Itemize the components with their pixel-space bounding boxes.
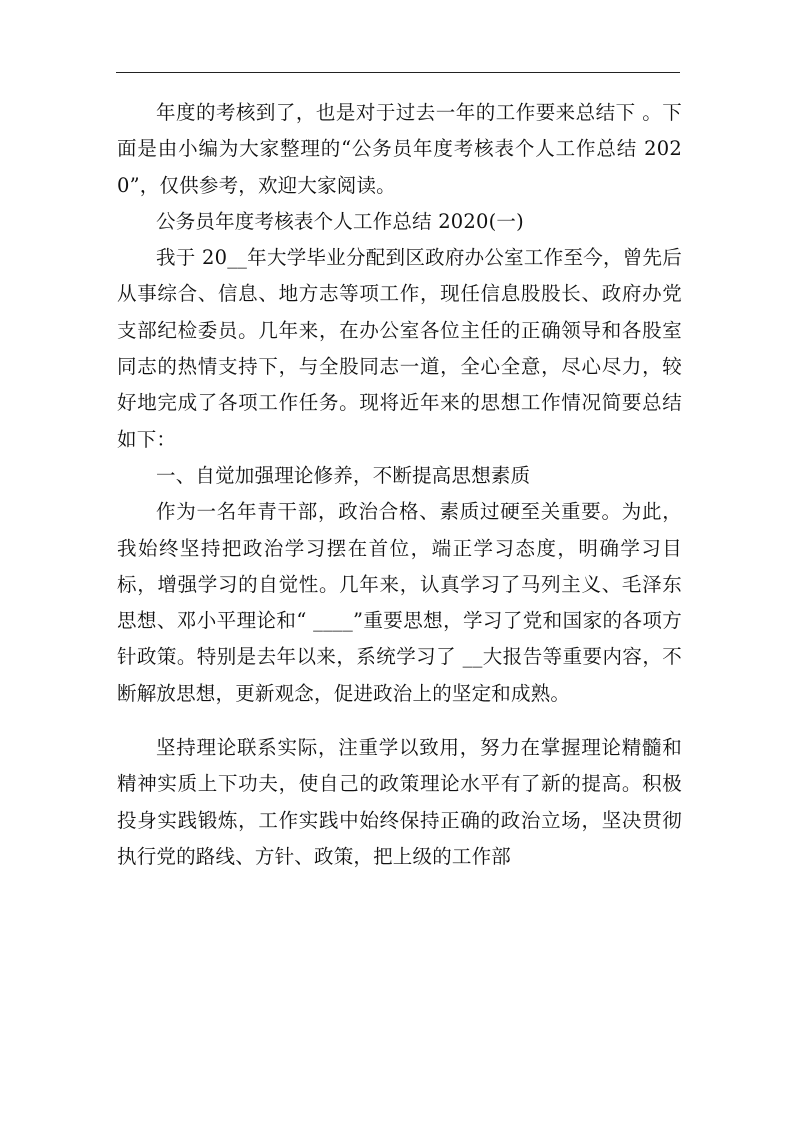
body-paragraph-2: 作为一名年青干部，政治合格、素质过硬至关重要。为此，我始终坚持把政治学习摆在首位，端正学习态度，明确学习目标，增强学习的自觉性。几年来，认真学习了马列主义、毛泽东思想、邓小平理论和“ ____”重要思想，学习了党和国家的各项方针政策。特别是去年以来，系统学习了 __大报告等重要内容，不断解放思想，更新观念，促进政治上的坚定和成熟。 [117,500,682,705]
body-paragraph-1: 我于 20__年大学毕业分配到区政府办公室工作至今，曾先后从事综合、信息、地方志等项工作，现任信息股股长、政府办党支部纪检委员。几年来，在办公室各位主任的正确领导和各股室同志的热情支持下，与全股同志一道，全心全意，尽心尽力，较好地完成了各项工作任务。现将近年来的思想工作情况简要总结如下： [117,246,682,451]
section-title: 公务员年度考核表个人工作总结 2020(一) [156,209,524,233]
section-heading-1: 一、自觉加强理论修养，不断提高思想素质 [156,463,531,487]
header-rule [116,72,680,73]
document-body [117,95,682,875]
body-paragraph-3: 坚持理论联系实际，注重学以致用，努力在掌握理论精髓和精神实质上下功夫，使自己的政策理论水平有了新的提高。积极投身实践锻炼，工作实践中始终保持正确的政治立场，坚决贯彻执行党的路线、方针、政策，把上级的工作部 [117,736,682,868]
intro-paragraph: 年度的考核到了，也是对于过去一年的工作要来总结下 。下面是由小编为大家整理的“公务员年度考核表个人工作总结 2020”，仅供参考，欢迎大家阅读。 [117,101,682,197]
